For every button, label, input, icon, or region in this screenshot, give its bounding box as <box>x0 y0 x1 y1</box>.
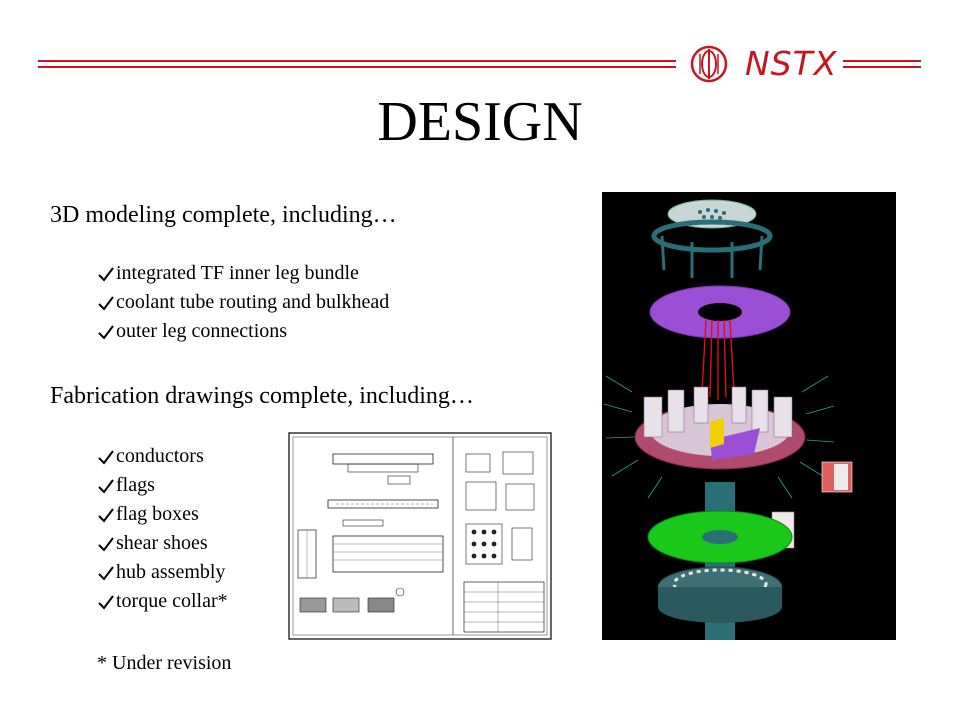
checkmark-icon <box>98 295 114 311</box>
section2-heading: Fabrication drawings complete, including… <box>50 383 474 409</box>
checkmark-icon <box>98 478 114 494</box>
list-item: hub assembly <box>98 558 228 587</box>
revision-note: * Under revision <box>97 652 232 674</box>
slide-title: DESIGN <box>377 91 583 153</box>
list-item: shear shoes <box>98 529 228 558</box>
list-item: coolant tube routing and bulkhead <box>98 288 389 317</box>
header-rule-left-bottom <box>38 66 676 68</box>
checkmark-icon <box>98 449 114 465</box>
logo-text: NSTX <box>745 44 838 83</box>
list-item: conductors <box>98 442 228 471</box>
checkmark-icon <box>98 507 114 523</box>
checkmark-icon <box>98 594 114 610</box>
checkmark-icon <box>98 536 114 552</box>
list-item: torque collar* <box>98 587 228 616</box>
checkmark-icon <box>98 565 114 581</box>
header-rule-right-top <box>843 60 921 62</box>
list-item: flag boxes <box>98 500 228 529</box>
checkmark-icon <box>98 266 114 282</box>
list-item: outer leg connections <box>98 317 389 346</box>
section1-list <box>98 259 389 346</box>
checkmark-icon <box>98 324 114 340</box>
fabrication-drawing-image <box>288 432 552 640</box>
list-item: flags <box>98 471 228 500</box>
header-rule-left-top <box>38 60 676 62</box>
section2-list <box>98 442 228 616</box>
3d-model-render-image <box>602 192 896 640</box>
list-item: integrated TF inner leg bundle <box>98 259 389 288</box>
header-rule-right-bottom <box>843 66 921 68</box>
section1-heading: 3D modeling complete, including… <box>50 202 397 228</box>
